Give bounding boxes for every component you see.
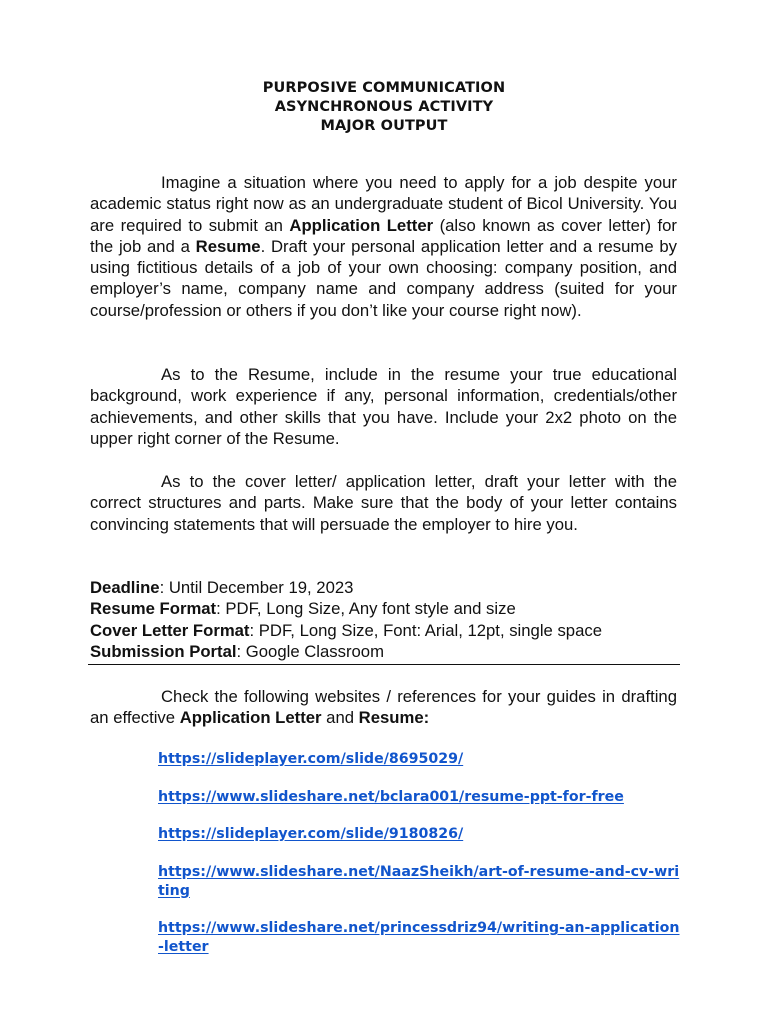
- intro-paragraph: [90, 172, 677, 321]
- intro-text-d: . Draft your personal application letter and a resume by using fictitious details of a job of your own choosing: company position, and employer’s name, company name and company address (suited for your course/profession or others if you don’t like your course right now).: [90, 236, 677, 320]
- portal-value: : Google Classroom: [236, 641, 384, 661]
- portal-label: Submission Portal: [90, 641, 237, 661]
- deadline-label: Deadline: [90, 578, 160, 597]
- title-line-2: ASYNCHRONOUS ACTIVITY: [274, 99, 494, 115]
- reference-link-4[interactable]: https://www.slideshare.net/NaazSheikh/art-of-resume-and-cv-writing: [158, 863, 680, 899]
- title-line-1: PURPOSIVE COMMUNICATION: [262, 80, 506, 96]
- intro-text-c: (also known as cover letter) for the job and a: [90, 215, 677, 256]
- horizontal-divider: [88, 664, 680, 665]
- resume-paragraph: As to the Resume, include in the resume your true educational background, work experience if any, personal information, credentials/other achievements, and other skills that you have. Include your 2x2 photo on the upper right corner of the Resume.: [90, 365, 677, 448]
- cover-format-label: Cover Letter Format: [90, 620, 250, 640]
- reference-link-5[interactable]: https://www.slideshare.net/princessdriz94/writing-an-application-letter: [158, 920, 680, 955]
- deadline-value: : Until December 19, 2023: [159, 578, 354, 597]
- intro-text-a: Imagine a situation where you need to apply for a job despite your academic status right now as an undergraduate student of Bicol University. You are required to submit an: [90, 173, 677, 235]
- resume-format-line: [90, 598, 690, 619]
- resume-format-label: Resume Format: [90, 599, 217, 619]
- cover-format-value: : PDF, Long Size, Font: Arial, 12pt, single space: [249, 620, 602, 640]
- title-line-3: MAJOR OUTPUT: [320, 118, 448, 134]
- references-paragraph: [90, 686, 677, 729]
- submission-details: [90, 577, 690, 662]
- references-bold-application-letter: Application Letter: [179, 708, 322, 728]
- deadline-line: [90, 577, 690, 598]
- references-text-a: Check the following websites / references for your guides in drafting an effective: [90, 687, 677, 728]
- document-title: [0, 79, 768, 136]
- reference-link-2[interactable]: https://www.slideshare.net/bclara001/resume-ppt-for-free: [158, 788, 624, 805]
- resume-format-value: : PDF, Long Size, Any font style and size: [216, 599, 516, 619]
- references-text-c: and: [321, 708, 359, 728]
- portal-line: [90, 641, 690, 662]
- reference-link-3[interactable]: https://slideplayer.com/slide/9180826/: [158, 826, 464, 842]
- cover-format-line: [90, 620, 690, 641]
- cover-letter-paragraph: As to the cover letter/ application letter, draft your letter with the correct structures and parts. Make sure that the body of your letter contains convincing statements that will persuade the employer to hire you.: [90, 472, 677, 534]
- intro-bold-application-letter: Application Letter: [289, 215, 434, 235]
- references-bold-resume: Resume:: [358, 708, 430, 728]
- reference-link-1[interactable]: https://slideplayer.com/slide/8695029/: [158, 751, 464, 767]
- reference-links: [158, 750, 683, 976]
- intro-bold-resume: Resume: [195, 236, 261, 256]
